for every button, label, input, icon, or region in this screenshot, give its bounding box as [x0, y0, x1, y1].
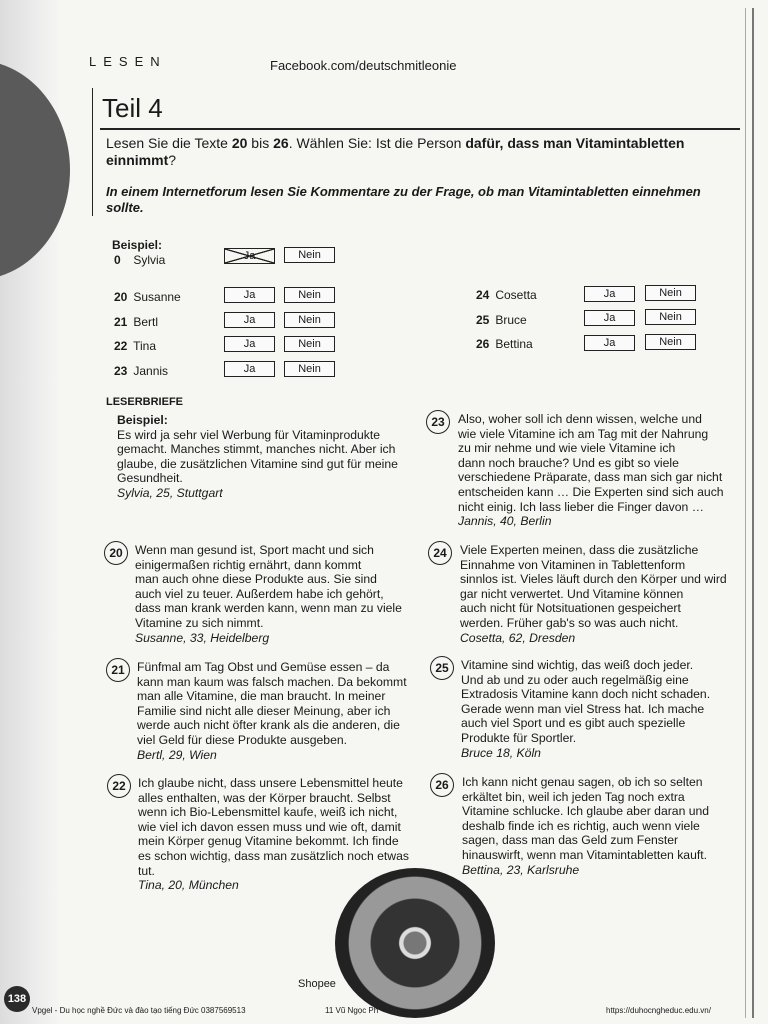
person-name: Susanne — [133, 290, 181, 304]
letter-line: auch viel Sport und es gibt auch spezielle — [461, 716, 686, 731]
letter-line: glaube, die zusätzlichen Vitamine sind gut für meine — [117, 456, 398, 471]
person-row-23 — [114, 364, 168, 380]
shopee-label: Shopee — [298, 978, 336, 990]
letter-line: tut. — [138, 863, 155, 878]
letter-author: Cosetta, 62, Dresden — [460, 630, 576, 645]
intro-text: In einem Internetforum lesen Sie Kommentare zu der Frage, ob man Vitamintabletten einnehmen sollte. — [106, 184, 701, 215]
instr-end: ? — [168, 152, 177, 168]
person-num: 21 — [114, 315, 128, 329]
example-num: 0 — [114, 253, 121, 267]
letter-line: mein Körper genug Vitamine bekommt. Ich finde — [138, 834, 399, 849]
letter-example-head: Beispiel: — [117, 413, 168, 427]
footer-url[interactable]: https://duhocngheduc.edu.vn/ — [606, 1006, 711, 1015]
letter-author: Susanne, 33, Heidelberg — [135, 630, 270, 645]
example-nein-box[interactable]: Nein — [284, 247, 335, 263]
letter-line: hinauswirft, wenn man Vitamintabletten kauft. — [462, 847, 708, 862]
person-row-26 — [476, 337, 533, 353]
letter-line: Ich glaube nicht, dass unsere Lebensmittel heute — [138, 776, 403, 790]
letter-line: wenn ich Bio-Lebensmittel kaufe, weiß ich nicht, — [138, 805, 398, 820]
person-name: Cosetta — [495, 288, 537, 302]
facebook-link[interactable]: Facebook.com/deutschmitleonie — [270, 58, 457, 73]
letter-line: einigermaßen richtig ernährt, dann kommt — [135, 557, 362, 572]
letter-line: sagen, dass man das Geld zum Fenster — [462, 833, 679, 848]
letter-author: Bertl, 29, Wien — [137, 747, 217, 762]
letter-line: viel Geld für diese Produkte ausgeben. — [137, 732, 348, 747]
letter-number-23: 23 — [426, 410, 450, 434]
letter-line: Ich kann nicht genau sagen, ob ich so selten — [462, 775, 703, 789]
letter-line: auch viel zu teuer. Außerdem habe ich gehört, — [135, 586, 384, 601]
ja-box-23[interactable]: Ja — [224, 361, 275, 377]
instr-n2: 26 — [273, 135, 289, 151]
letter-line: Familie sind nicht alle dieser Meinung, aber ich — [137, 703, 391, 718]
letter-line: Fünfmal am Tag Obst und Gemüse essen – da — [137, 660, 390, 674]
page-number: 138 — [4, 986, 30, 1012]
letter-author: Bruce 18, Köln — [461, 745, 541, 760]
letter-number-25: 25 — [430, 656, 454, 680]
letter-number-21: 21 — [106, 658, 130, 682]
instr-mid: bis — [247, 135, 274, 151]
person-name: Bruce — [495, 313, 527, 327]
letter-number-22: 22 — [107, 774, 131, 798]
ja-box-24[interactable]: Ja — [584, 286, 635, 302]
page-edge-inner — [745, 8, 746, 1018]
letter-author: Tina, 20, München — [138, 878, 239, 893]
letter-line: zu mir nehme und wie viele Vitamine ich — [458, 441, 676, 456]
letter-22 — [138, 776, 409, 893]
letter-line: werden. Früher gab's so was auch nicht. — [460, 615, 679, 630]
letter-line: es schon wichtig, dass man zusätzlich noch etwas — [138, 848, 409, 863]
letter-number-26: 26 — [430, 773, 454, 797]
letter-line: Produkte für Sportler. — [461, 730, 577, 745]
person-row-21 — [114, 315, 158, 331]
person-name: Bettina — [495, 337, 533, 351]
letter-26 — [462, 775, 709, 877]
instr-pre: Lesen Sie die Texte — [106, 135, 232, 151]
letter-23 — [458, 412, 724, 529]
example-row — [114, 253, 165, 269]
example-label: Beispiel: — [112, 238, 163, 252]
example-ja-box[interactable]: Ja — [224, 248, 275, 264]
person-num: 24 — [476, 288, 490, 302]
letter-line: Gesundheit. — [117, 471, 183, 486]
letter-author: Bettina, 23, Karlsruhe — [462, 862, 580, 877]
person-name: Jannis — [133, 364, 169, 378]
letter-line: Vitamine sind wichtig, das weiß doch jeder. — [461, 658, 694, 672]
letter-line: erkältet bin, weil ich jeden Tag noch extra — [462, 789, 685, 804]
leserbriefe-heading: LESERBRIEFE — [106, 396, 184, 408]
letter-line: Und ab und zu oder auch regelmäßig eine — [461, 672, 689, 687]
title-rule — [100, 128, 740, 130]
letter-line: Wenn man gesund ist, Sport macht und sich — [135, 543, 374, 557]
letter-line: auch nicht für Notsituationen gespeichert — [460, 601, 681, 616]
letter-24 — [460, 543, 727, 645]
letter-line: gemacht. Manches stimmt, manches nicht. Aber ich — [117, 442, 396, 457]
ja-box-21[interactable]: Ja — [224, 312, 275, 328]
letter-line: gar nicht verwertet. Und Vitamine können — [460, 586, 684, 601]
letter-line: verschiedene Präparate, dass man sich gar nicht — [458, 470, 723, 485]
letter-line: nicht einig. Ich lass lieber die Finger davon … — [458, 499, 704, 514]
letter-line: werde auch nicht öfter krank als die anderen, die — [137, 718, 400, 733]
person-num: 22 — [114, 339, 128, 353]
letter-line: Viele Experten meinen, dass die zusätzliche — [460, 543, 699, 557]
letter-number-20: 20 — [104, 541, 128, 565]
letter-line: Vitamine schlucke. Ich glaube aber daran und — [462, 804, 710, 819]
letter-line: Es wird ja sehr viel Werbung für Vitaminprodukte — [117, 427, 381, 442]
teil-bar — [92, 88, 93, 216]
food-plate-image — [335, 868, 495, 1018]
letter-line: Also, woher soll ich denn wissen, welche und — [458, 412, 702, 426]
instr-bold: dafür, dass man Vitamintabletten einnimmt — [106, 135, 685, 168]
person-name: Tina — [133, 339, 157, 353]
nein-box-21[interactable]: Nein — [284, 312, 335, 328]
letter-line: wie viel ich davon essen muss und wie oft, damit — [138, 819, 401, 834]
nein-box-24[interactable]: Nein — [645, 285, 696, 301]
letter-25 — [461, 658, 710, 760]
nein-box-25[interactable]: Nein — [645, 309, 696, 325]
ja-box-22[interactable]: Ja — [224, 336, 275, 352]
letter-line: wie viele Vitamine ich am Tag mit der Nahrung — [458, 426, 709, 441]
person-row-25 — [476, 313, 527, 329]
letter-line: Gerade wenn man viel Stress hat. Ich mache — [461, 701, 705, 716]
letter-20 — [135, 543, 402, 645]
footer-left: Vpgel - Du học nghề Đức và đào tạo tiếng Đức 0387569513 — [32, 1006, 246, 1015]
letter-example — [117, 413, 398, 501]
letter-line: entscheiden kann … Die Experten sind sich auch — [458, 484, 724, 499]
nein-box-22[interactable]: Nein — [284, 336, 335, 352]
instructions — [106, 135, 706, 169]
ja-box-26[interactable]: Ja — [584, 335, 635, 351]
nein-box-23[interactable]: Nein — [284, 361, 335, 377]
section-label: LESEN — [89, 54, 167, 69]
footer-mid: 11 Vũ Ngọc Ph — [325, 1006, 379, 1015]
nein-box-26[interactable]: Nein — [645, 334, 696, 350]
letter-line: kann man kaum was falsch machen. Da bekommt — [137, 674, 407, 689]
letter-author: Jannis, 40, Berlin — [458, 514, 552, 529]
instr-n1: 20 — [231, 135, 248, 151]
person-row-24 — [476, 288, 537, 304]
page-edge — [752, 8, 754, 1018]
person-num: 25 — [476, 313, 490, 327]
letter-line: deshalb finde ich es richtig, auch wenn viele — [462, 818, 700, 833]
person-row-20 — [114, 290, 181, 306]
letter-author: Sylvia, 25, Stuttgart — [117, 485, 223, 500]
ja-box-25[interactable]: Ja — [584, 310, 635, 326]
ja-box-20[interactable]: Ja — [224, 287, 275, 303]
person-name: Bertl — [133, 315, 159, 329]
person-num: 23 — [114, 364, 128, 378]
letter-line: alles enthalten, was der Körper braucht. Selbst — [138, 790, 391, 805]
letter-number-24: 24 — [428, 541, 452, 565]
instr-post: . Wählen Sie: Ist die Person — [288, 135, 466, 151]
letter-line: dass man krank werden kann, wenn man zu viele — [135, 601, 402, 616]
letter-line: Vitamine zu sich nimmt. — [135, 615, 264, 630]
page-title: Teil 4 — [102, 93, 163, 123]
letter-line: dann noch brauche? Und es gibt so viele — [458, 455, 679, 470]
letter-21 — [137, 660, 407, 762]
person-row-22 — [114, 339, 156, 355]
letter-line: sinnlos ist. Vieles läuft durch den Körper und wird — [460, 572, 727, 587]
letter-line: Einnahme von Vitaminen in Tablettenform — [460, 557, 686, 572]
letter-line: man auch ohne diese Produkte aus. Sie sind — [135, 572, 377, 587]
letter-line: man alle Vitamine, die man braucht. In meiner — [137, 689, 386, 704]
example-name: Sylvia — [133, 253, 166, 267]
letter-line: Extradosis Vitamine kann doch nicht schaden. — [461, 687, 711, 702]
person-num: 26 — [476, 337, 490, 351]
nein-box-20[interactable]: Nein — [284, 287, 335, 303]
person-num: 20 — [114, 290, 128, 304]
